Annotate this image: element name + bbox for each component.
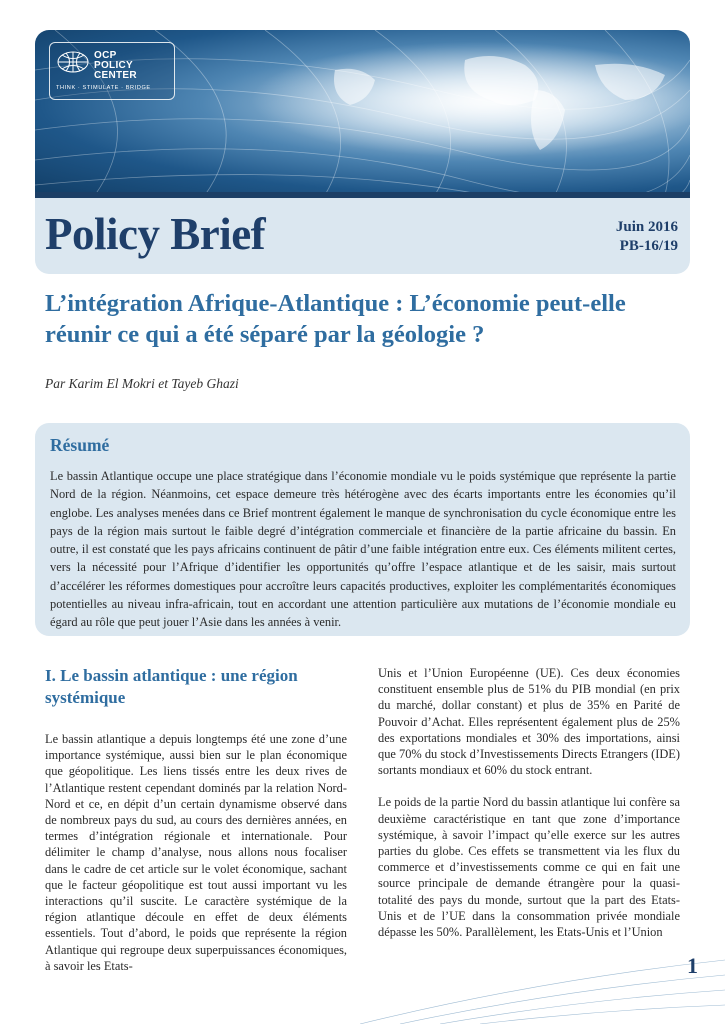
policy-brief-header [35,198,690,274]
body-paragraph: Le poids de la partie Nord du bassin atlantique lui confère sa deuxième caractéristique en tant que zone d’importance systémique, à savoir l’impact qu’elle exerce sur les autres parties du globe. Ces effets se transmettent via les flux du commerce et d’investissements comme ce qui en fait une source principale de demande étrangère pour la quasi-totalité des pays du monde, surtout que la part des Etats-Unis et de l’UE dans la consommation privée mondiale dépasse les 50%. Parallèlement, les Etats-Unis et l’Union [378,795,680,940]
publication-code: PB-16/19 [619,238,678,254]
publication-type-title: Policy Brief [45,209,266,259]
publication-date: Juin 2016 [615,219,678,235]
ocp-policy-center-logo [49,42,175,100]
publication-meta [616,218,678,256]
header-banner-image [35,30,690,195]
page-number: 1 [687,953,698,978]
logo-globe-icon [56,49,90,75]
summary-text: Le bassin Atlantique occupe une place stratégique dans l’économie mondiale vu le poids systémique que représente la partie Nord de la région. Néanmoins, cet espace demeure très hétérogène avec des écarts importants entre les économies qu’il englobe. Les analyses menées dans ce Brief montrent également le manque de synchronisation du cycle économique entre les pays de la région mais surtout le faible degré d’intégration commerciale et financière de la partie africaine du bassin. En outre, il est constaté que les pays africains continuent de pâtir d’une faible intégration entre eux. Ces éléments militent certes, vers la nécessité pour l’Afrique d’identifier les opportunités qu’offre l’espace atlantique et de les saisir, mais surtout d’accélérer les réformes domestiques pour accroître leurs capacités productives, exploiter les complémentarités économiques potentielles au niveau infra-africain, tout en accordant une attention particulière aux mutations de l’économie mondiale eu égard au rôle que peut jouer l’Asie dans les années à venir. [50,469,676,630]
logo-text-ocp: OCP [94,50,117,61]
footer-decorative-lines [360,940,725,1024]
article-title: L’intégration Afrique-Atlantique : L’économie peut-elle réunir ce qui a été séparé par la géologie ? [45,290,626,348]
article-authors: Par Karim El Mokri et Tayeb Ghazi [45,376,239,391]
body-column-left [45,665,347,974]
summary-box [35,423,690,636]
body-paragraph: Le bassin atlantique a depuis longtemps été une zone d’une importance systémique, aussi bien sur le plan économique que géopolitique. Les liens tissés entre les deux rives de l’Atlantique restent cependant dominés par la relation Nord-Nord et ce, en dépit d’un certain dynamisme observé dans de nombreux pays du sud, au cours des dernières années, en termes d’intégration régionale et internationale. Pour délimiter le champ d’analyse, nous allons nous focaliser dans le cadre de cet article sur le volet économique, sachant que le facteur géopolitique est tout aussi important vu les interactions qu’il suscite. Le caractère systémique de la région atlantique découle en effet de deux éléments essentiels. Tout d’abord, le poids que représente la région Atlantique qui regroupe deux superpuissances économiques, à savoir les Etats- [45,732,347,973]
logo-tagline: THINK · STIMULATE · BRIDGE [56,85,151,91]
section-heading: I. Le bassin atlantique : une région systémique [45,666,298,707]
body-column-right [378,665,680,940]
body-paragraph: Unis et l’Union Européenne (UE). Ces deux économies constituent ensemble plus de 51% du PIB mondial (en prix du marché, dollar constant) et plus de 35% en Parité de Pouvoir d’Achat. Elles représentent également plus de 25% des exportations mondiales et 30% des importations, ainsi que 70% du stock d’Investissements Directs Etrangers (IDE) sortants mondiaux et 60% du stock entrant. [378,666,680,778]
summary-heading: Résumé [50,435,110,455]
logo-text-center: CENTER [94,70,137,81]
logo-text-policy: POLICY [94,60,134,71]
